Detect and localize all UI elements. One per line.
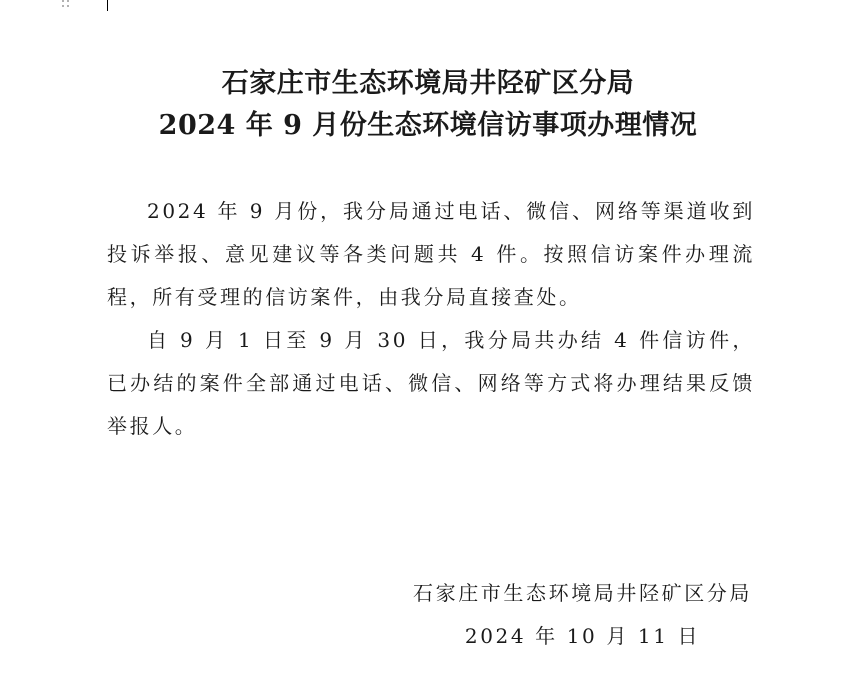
signature-date: 2024 年 10 月 11 日 — [464, 624, 701, 648]
paragraph-2: 自 9 月 1 日至 9 月 30 日，我分局共办结 4 件信访件，已办结的案件全部通过电话、微信、网络等方式将办理结果反馈举报人。 — [107, 328, 755, 438]
drag-handle-icon[interactable] — [62, 0, 70, 8]
signature-organization: 石家庄市生态环境局井陉矿区分局 — [413, 581, 752, 605]
document-title-line-2: 2024 年 9 月份生态环境信访事项办理情况 — [158, 110, 698, 141]
paragraph-1: 2024 年 9 月份，我分局通过电话、微信、网络等渠道收到投诉举报、意见建议等各类问题共 4 件。按照信访案件办理流程，所有受理的信访案件，由我分局直接查处。 — [107, 199, 755, 309]
signature-block — [413, 572, 752, 658]
text-cursor — [107, 0, 108, 11]
document-body — [107, 190, 755, 448]
document-title-line-1: 石家庄市生态环境局井陉矿区分局 — [221, 68, 635, 99]
